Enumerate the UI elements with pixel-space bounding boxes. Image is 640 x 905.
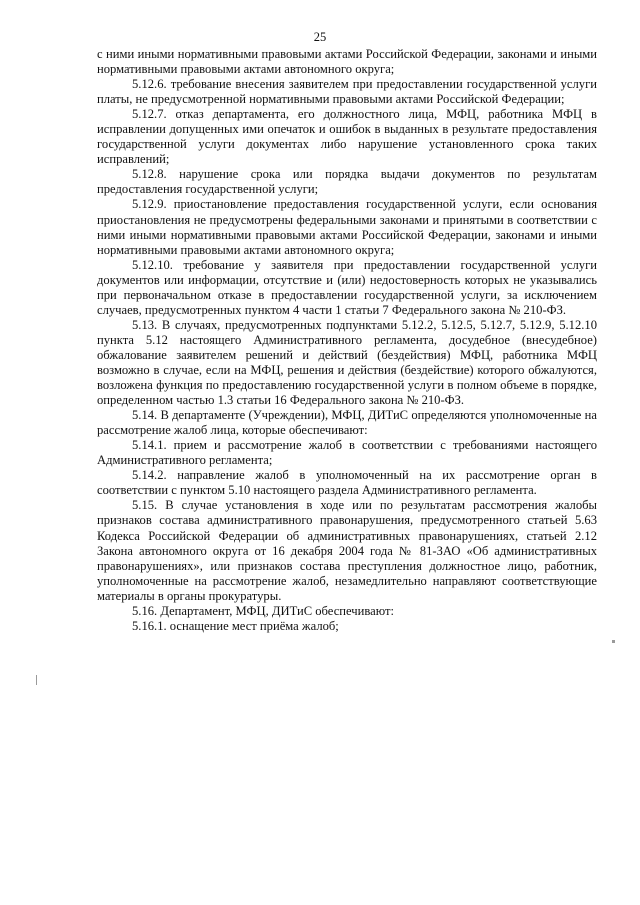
paragraph-5-14-2: 5.14.2. направление жалоб в уполномоченный на их рассмотрение орган в соответствии с пунктом 5.10 настоящего раздела Административного регламента.	[97, 468, 597, 498]
paragraph-5-13: 5.13. В случаях, предусмотренных подпунктами 5.12.2, 5.12.5, 5.12.7, 5.12.9, 5.12.10 пункта 5.12 настоящего Административного регламента, досудебное (внесудебное) обжалование заявителем решений и действий (бездействия) МФЦ, работника МФЦ возможно в случае, если на МФЦ, решения и действия (бездействие) которого обжалуются, возложена функция по предоставлению государственной услуги в полном объеме в порядке, определенном частью 1.3 статьи 16 Федерального закона № 210-ФЗ.	[97, 317, 597, 408]
paragraph-5-12-8: 5.12.8. нарушение срока или порядка выдачи документов по результатам предоставления государственной услуги;	[97, 167, 597, 197]
paragraph-5-15: 5.15. В случае установления в ходе или по результатам рассмотрения жалобы признаков состава административного правонарушения, предусмотренного статьей 5.63 Кодекса Российской Федерации об административных правонарушениях, статьей 2.12 Закона автономного округа от 16 декабря 2004 года № 81-ЗАО «Об административных правонарушениях», или признаков состава преступления должностное лицо, работник, уполномоченные на рассмотрение жалоб, незамедлительно направляют соответствующие материалы в органы прокуратуры.	[97, 498, 597, 603]
paragraph-5-14-1: 5.14.1. прием и рассмотрение жалоб в соответствии с требованиями настоящего Административного регламента;	[97, 438, 597, 468]
scan-mark-right	[612, 640, 615, 643]
paragraph-5-12-9: 5.12.9. приостановление предоставления государственной услуги, если основания приостановления не предусмотрены федеральными законами и принятыми в соответствии с ними иными нормативными правовыми актами Российской Федерации, законами и иными нормативными правовыми актами автономного округа;	[97, 197, 597, 257]
paragraph-5-12-10: 5.12.10. требование у заявителя при предоставлении государственной услуги документов или информации, отсутствие и (или) недостоверность которых не указывались при первоначальном отказе в предоставлении государственной услуги, за исключением случаев, предусмотренных пунктом 4 части 1 статьи 7 Федерального закона № 210-ФЗ.	[97, 257, 597, 317]
paragraph-5-12-7: 5.12.7. отказ департамента, его должностного лица, МФЦ, работника МФЦ в исправлении допущенных ими опечаток и ошибок в выданных в результате предоставления государственной услуги документах либо нарушение установленного срока таких исправлений;	[97, 107, 597, 167]
paragraph-5-14: 5.14. В департаменте (Учреждении), МФЦ, ДИТиС определяются уполномоченные на рассмотрение жалоб лица, которые обеспечивают:	[97, 408, 597, 438]
paragraph-5-16-1: 5.16.1. оснащение мест приёма жалоб;	[132, 618, 339, 633]
page-number: 25	[313, 30, 327, 44]
scan-mark-left	[36, 675, 37, 685]
paragraph-5-16: 5.16. Департамент, МФЦ, ДИТиС обеспечивают:	[132, 603, 394, 618]
paragraph-continuation: с ними иными нормативными правовыми актами Российской Федерации, законами и иными нормативными правовыми актами автономного округа;	[97, 47, 597, 77]
document-body	[97, 47, 597, 634]
paragraph-5-12-6: 5.12.6. требование внесения заявителем при предоставлении государственной услуги платы, не предусмотренной нормативными правовыми актами Российской Федерации;	[97, 77, 597, 107]
